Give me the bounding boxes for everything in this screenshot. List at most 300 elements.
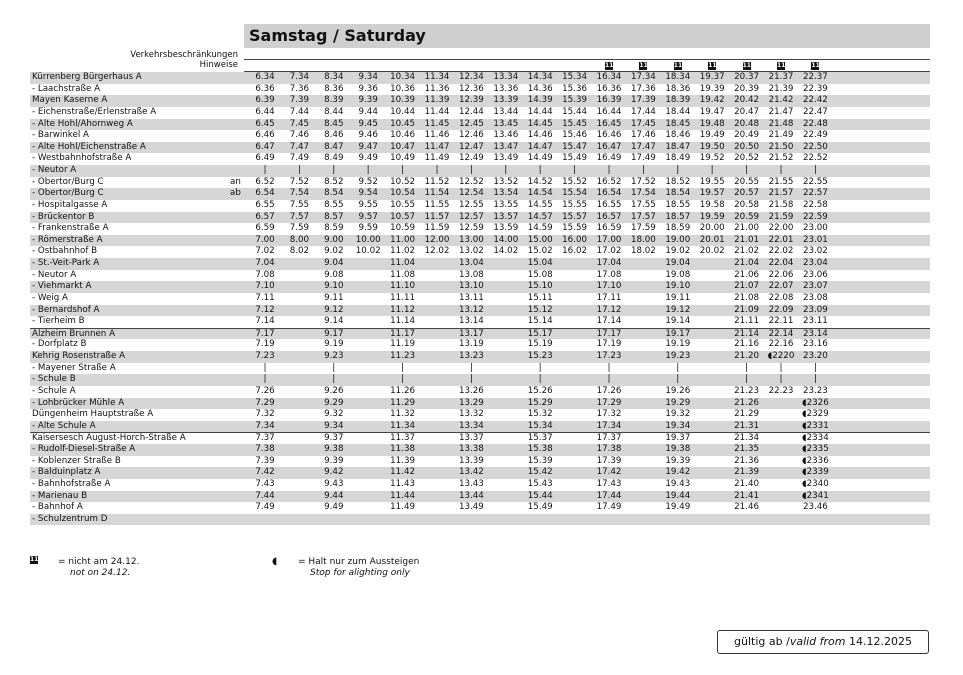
stop-name: - Balduinplatz A xyxy=(32,467,101,478)
time-cell: 9.04 xyxy=(324,258,344,268)
stop-name: - Obertor/Burg C xyxy=(32,176,104,187)
stop-name: Düngenheim Hauptstraße A xyxy=(32,409,154,420)
time-cell: 22.08 xyxy=(768,292,794,303)
time-cell: 11.39 xyxy=(424,95,450,106)
time-cell: 21.40 xyxy=(734,478,760,489)
time-cell: 13.08 xyxy=(458,269,484,280)
time-cell: 17.39 xyxy=(596,455,622,466)
time-cell: 20.37 xyxy=(734,72,760,82)
time-cell: 15.12 xyxy=(527,304,553,315)
time-cell: 22.55 xyxy=(802,176,828,187)
time-cell: 19.12 xyxy=(665,304,691,315)
time-cell: 10.44 xyxy=(390,106,416,117)
time-cell: 14.00 xyxy=(493,234,519,245)
stop-name: - Westbahnhofstraße A xyxy=(32,153,132,164)
time-cell: 14.44 xyxy=(527,106,553,117)
time-cell: | xyxy=(435,165,439,175)
time-cell: 22.04 xyxy=(768,258,794,268)
arrival-departure-flag: an xyxy=(230,176,241,187)
stop-name: Kehrig Rosenstraße A xyxy=(32,351,126,361)
time-cell: 21.02 xyxy=(734,246,760,257)
time-cell: 7.45 xyxy=(289,118,310,129)
header-rule-top xyxy=(244,59,930,60)
time-cell: | xyxy=(573,165,577,175)
time-cell: 17.36 xyxy=(630,83,656,94)
time-cell: 9.57 xyxy=(358,211,378,222)
time-cell: 15.49 xyxy=(562,153,588,164)
time-cell: 14.55 xyxy=(527,199,553,210)
time-cell: 16.02 xyxy=(562,246,588,257)
time-cell: 8.47 xyxy=(324,141,344,152)
time-cell: 19.38 xyxy=(665,444,691,454)
time-cell: 19.37 xyxy=(665,433,691,444)
time-cell: 22.47 xyxy=(802,106,828,117)
time-cell: 12.02 xyxy=(424,246,450,257)
time-cell: 17.46 xyxy=(630,130,656,141)
time-cell: 12.36 xyxy=(458,83,484,94)
time-cell: ◖2331 xyxy=(802,420,829,431)
time-cell: | xyxy=(779,165,783,175)
time-cell: | xyxy=(538,362,542,373)
time-cell: 17.04 xyxy=(596,258,622,268)
time-cell: 11.14 xyxy=(390,316,416,327)
time-cell: | xyxy=(676,374,680,385)
time-cell: 17.32 xyxy=(596,409,622,420)
time-cell: | xyxy=(813,362,817,373)
table-row xyxy=(30,502,930,514)
table-row xyxy=(30,153,930,165)
time-cell: 15.59 xyxy=(562,223,588,234)
time-cell: 14.57 xyxy=(527,211,553,222)
restriction-icon: 11 xyxy=(605,62,614,69)
table-row xyxy=(30,398,930,410)
table-row xyxy=(30,235,930,247)
time-cell: 6.46 xyxy=(255,130,275,141)
time-cell: 10.55 xyxy=(390,199,416,210)
time-cell: 12.45 xyxy=(458,118,484,129)
time-cell: 7.54 xyxy=(289,188,310,199)
time-cell: 8.44 xyxy=(324,106,344,117)
time-cell: 19.59 xyxy=(699,211,725,222)
timetable xyxy=(30,72,930,525)
time-cell: 14.36 xyxy=(527,83,553,94)
time-cell: 10.34 xyxy=(390,72,416,82)
time-cell: 9.02 xyxy=(324,246,344,257)
time-cell: 9.54 xyxy=(358,188,378,199)
time-cell: 19.37 xyxy=(699,72,725,82)
time-cell: 7.49 xyxy=(255,502,275,513)
time-cell: 11.42 xyxy=(390,467,416,478)
time-cell: 16.55 xyxy=(596,199,622,210)
time-cell: 16.49 xyxy=(596,153,622,164)
time-cell: 9.49 xyxy=(324,502,344,513)
time-cell: 18.34 xyxy=(665,72,691,82)
time-cell: | xyxy=(401,362,405,373)
time-cell: 11.52 xyxy=(424,176,450,187)
time-cell: | xyxy=(676,362,680,373)
time-cell: 19.17 xyxy=(665,328,691,339)
time-cell: 16.34 xyxy=(596,72,622,82)
time-cell: 22.02 xyxy=(768,246,794,257)
time-cell: 16.36 xyxy=(596,83,622,94)
time-cell: 10.02 xyxy=(355,246,381,257)
time-cell: 16.59 xyxy=(596,223,622,234)
time-cell: 17.02 xyxy=(596,246,622,257)
time-cell: 13.54 xyxy=(493,188,519,199)
time-cell: 6.44 xyxy=(255,106,275,117)
time-cell: | xyxy=(332,362,336,373)
time-cell: 6.45 xyxy=(255,118,275,129)
time-cell: 14.39 xyxy=(527,95,553,106)
time-cell: 23.11 xyxy=(802,316,828,327)
time-cell: 8.34 xyxy=(324,72,344,82)
time-cell: 11.59 xyxy=(424,223,450,234)
time-cell: 7.44 xyxy=(255,490,275,501)
time-cell: 9.37 xyxy=(324,433,344,444)
table-row xyxy=(30,479,930,491)
table-row xyxy=(30,432,930,444)
time-cell: 10.52 xyxy=(390,176,416,187)
time-cell: 13.55 xyxy=(493,199,519,210)
time-cell: 19.55 xyxy=(699,176,725,187)
time-cell: 7.32 xyxy=(255,409,275,420)
time-cell: 18.59 xyxy=(665,223,691,234)
time-cell: 22.42 xyxy=(802,95,828,106)
time-cell: | xyxy=(401,165,405,175)
time-cell: 17.49 xyxy=(596,502,622,513)
time-cell: 17.45 xyxy=(630,118,656,129)
time-cell: 16.57 xyxy=(596,211,622,222)
time-cell: 22.58 xyxy=(802,199,828,210)
time-cell: 7.49 xyxy=(289,153,310,164)
time-cell: 7.57 xyxy=(289,211,310,222)
table-row xyxy=(30,293,930,305)
time-cell: 20.48 xyxy=(734,118,760,129)
time-cell: 17.44 xyxy=(596,490,622,501)
time-cell: 17.57 xyxy=(630,211,656,222)
time-cell: 13.49 xyxy=(458,502,484,513)
stop-name: - St.-Veit-Park A xyxy=(32,258,100,268)
time-cell: 9.23 xyxy=(324,351,344,361)
time-cell: 7.29 xyxy=(255,397,275,408)
time-cell: 23.06 xyxy=(802,269,828,280)
time-cell: ◖2326 xyxy=(802,397,829,408)
time-cell: 14.47 xyxy=(527,141,553,152)
time-cell: 15.36 xyxy=(562,83,588,94)
time-cell: 17.14 xyxy=(596,316,622,327)
restriction-icon: 11 xyxy=(673,62,683,69)
stop-name: - Viehmarkt A xyxy=(32,281,92,292)
time-cell: 18.47 xyxy=(665,141,691,152)
table-row xyxy=(30,95,930,107)
time-cell: 20.57 xyxy=(734,188,760,199)
time-cell: 15.45 xyxy=(562,118,588,129)
time-cell: 13.17 xyxy=(458,328,484,339)
time-cell: 18.39 xyxy=(665,95,691,106)
time-cell: 17.17 xyxy=(596,328,622,339)
time-cell: 9.32 xyxy=(324,409,344,420)
time-cell: 15.47 xyxy=(562,141,588,152)
table-row xyxy=(30,212,930,224)
time-cell: | xyxy=(538,165,542,175)
time-cell: 19.04 xyxy=(665,258,691,268)
time-cell: 17.19 xyxy=(596,339,622,350)
time-cell: 9.08 xyxy=(324,269,344,280)
time-cell: 6.54 xyxy=(255,188,275,199)
time-cell: 13.04 xyxy=(458,258,484,268)
time-cell: 7.26 xyxy=(255,385,275,396)
time-cell: 13.44 xyxy=(458,490,484,501)
time-cell: 22.37 xyxy=(802,72,828,82)
restriction-icon: 11 xyxy=(708,62,717,69)
time-cell: | xyxy=(813,165,817,175)
time-cell: 21.00 xyxy=(734,223,760,234)
stop-name: - Alte Hohl/Eichenstraße A xyxy=(32,141,146,152)
time-cell: 20.49 xyxy=(734,130,760,141)
time-cell: 20.50 xyxy=(734,141,760,152)
time-cell: 21.16 xyxy=(734,339,760,350)
time-cell: 15.44 xyxy=(527,490,553,501)
restriction-icon: 11 xyxy=(777,62,786,69)
time-cell: 9.47 xyxy=(358,141,378,152)
time-cell: 14.52 xyxy=(527,176,553,187)
time-cell: 17.38 xyxy=(596,444,622,454)
table-row xyxy=(30,456,930,468)
time-cell: 21.46 xyxy=(734,502,760,513)
time-cell: 6.47 xyxy=(255,141,275,152)
time-cell: 8.54 xyxy=(324,188,344,199)
time-cell: 21.14 xyxy=(734,328,760,339)
time-cell: 19.57 xyxy=(699,188,725,199)
time-cell: 17.10 xyxy=(596,281,622,292)
time-cell: 23.16 xyxy=(802,339,828,350)
time-cell: 19.08 xyxy=(665,269,691,280)
time-cell: 14.49 xyxy=(527,153,553,164)
time-cell: 13.47 xyxy=(493,141,519,152)
time-cell: 9.10 xyxy=(324,281,344,292)
time-cell: 22.57 xyxy=(802,188,828,199)
time-cell: | xyxy=(607,374,611,385)
time-cell: 8.46 xyxy=(324,130,344,141)
time-cell: 11.04 xyxy=(390,258,416,268)
time-cell: 10.49 xyxy=(390,153,416,164)
time-cell: 15.23 xyxy=(527,351,553,361)
time-cell: 23.20 xyxy=(802,351,828,361)
time-cell: 20.02 xyxy=(699,246,725,257)
stop-name: - Laachstraße A xyxy=(32,83,101,94)
time-cell: 9.44 xyxy=(324,490,344,501)
time-cell: 15.10 xyxy=(527,281,553,292)
time-cell: 13.39 xyxy=(493,95,519,106)
time-cell: 10.00 xyxy=(355,234,381,245)
time-cell: 18.46 xyxy=(665,130,691,141)
table-row xyxy=(30,258,930,270)
time-cell: 7.38 xyxy=(255,444,275,454)
time-cell: 21.39 xyxy=(734,467,760,478)
time-cell: 23.00 xyxy=(802,223,828,234)
time-cell: 9.39 xyxy=(324,455,344,466)
table-row xyxy=(30,374,930,386)
time-cell: | xyxy=(332,165,336,175)
time-cell: | xyxy=(607,362,611,373)
time-cell: 22.14 xyxy=(768,328,794,339)
time-cell: | xyxy=(538,374,542,385)
time-cell: | xyxy=(469,362,473,373)
time-cell: 9.46 xyxy=(358,130,378,141)
time-cell: | xyxy=(779,374,783,385)
time-cell: 6.52 xyxy=(255,176,275,187)
time-cell: 19.48 xyxy=(699,118,725,129)
time-cell: 7.42 xyxy=(255,467,275,478)
time-cell: 17.47 xyxy=(630,141,656,152)
time-cell: 22.09 xyxy=(768,304,794,315)
time-cell: 20.42 xyxy=(734,95,760,106)
time-cell: 9.59 xyxy=(358,223,378,234)
time-cell: 19.52 xyxy=(699,153,725,164)
time-cell: 17.00 xyxy=(596,234,622,245)
time-cell: 10.57 xyxy=(390,211,416,222)
time-cell: 8.52 xyxy=(324,176,344,187)
time-cell: 6.49 xyxy=(255,153,275,164)
time-cell: 17.11 xyxy=(596,292,622,303)
time-cell: | xyxy=(401,374,405,385)
time-cell: 12.59 xyxy=(458,223,484,234)
time-cell: 10.54 xyxy=(390,188,416,199)
time-cell: 17.12 xyxy=(596,304,622,315)
time-cell: 9.39 xyxy=(358,95,378,106)
time-cell: 15.11 xyxy=(527,292,553,303)
time-cell: 7.08 xyxy=(255,269,275,280)
time-cell: 11.54 xyxy=(424,188,450,199)
time-cell: 19.23 xyxy=(665,351,691,361)
time-cell: 13.19 xyxy=(458,339,484,350)
time-cell: 21.49 xyxy=(768,130,794,141)
time-cell: 9.34 xyxy=(358,72,378,82)
time-cell: 6.34 xyxy=(255,72,275,82)
time-cell: 11.19 xyxy=(390,339,416,350)
time-cell: 12.44 xyxy=(458,106,484,117)
stop-name: - Schule A xyxy=(32,385,76,396)
stop-name: - Eichenstraße/Erlenstraße A xyxy=(32,106,157,117)
time-cell: 7.12 xyxy=(255,304,275,315)
time-cell: 17.23 xyxy=(596,351,622,361)
time-cell: 17.55 xyxy=(630,199,656,210)
time-cell: 11.55 xyxy=(424,199,450,210)
stop-name: - Bahnhof A xyxy=(32,502,83,513)
time-cell: 22.00 xyxy=(768,223,794,234)
table-row xyxy=(30,188,930,200)
time-cell: 19.44 xyxy=(665,490,691,501)
table-row xyxy=(30,142,930,154)
time-cell: 7.19 xyxy=(255,339,275,350)
time-cell: | xyxy=(779,362,783,373)
time-cell: 23.46 xyxy=(802,502,828,513)
time-cell: | xyxy=(297,165,301,175)
time-cell: 13.52 xyxy=(493,176,519,187)
time-cell: 22.52 xyxy=(802,153,828,164)
stop-name: - Obertor/Burg C xyxy=(32,188,104,199)
table-row xyxy=(30,351,930,363)
time-cell: 17.54 xyxy=(630,188,656,199)
stop-name: - Lohbrücker Mühle A xyxy=(32,397,125,408)
time-cell: 12.00 xyxy=(424,234,450,245)
time-cell: ◖2340 xyxy=(802,478,829,489)
legend-restricted-de: = nicht am 24.12. xyxy=(58,557,140,567)
time-cell: 15.26 xyxy=(527,385,553,396)
time-cell: 6.55 xyxy=(255,199,275,210)
time-cell: 7.47 xyxy=(289,141,310,152)
time-cell: 22.48 xyxy=(802,118,828,129)
time-cell: 22.16 xyxy=(768,339,794,350)
time-cell: 23.08 xyxy=(802,292,828,303)
time-cell: 8.59 xyxy=(324,223,344,234)
time-cell: 7.34 xyxy=(255,420,275,431)
time-cell: 6.39 xyxy=(255,95,275,106)
time-cell: 20.58 xyxy=(734,199,760,210)
time-cell: 15.29 xyxy=(527,397,553,408)
time-cell: 19.10 xyxy=(665,281,691,292)
time-cell: 13.46 xyxy=(493,130,519,141)
time-cell: | xyxy=(641,165,645,175)
restriction-icon: 11 xyxy=(30,556,39,563)
time-cell: 11.23 xyxy=(390,351,416,361)
time-cell: 14.59 xyxy=(527,223,553,234)
time-cell: 17.43 xyxy=(596,478,622,489)
header-restrictions-label: Verkehrsbeschränkungen xyxy=(130,50,238,60)
time-cell: 15.49 xyxy=(527,502,553,513)
time-cell: 15.00 xyxy=(527,234,553,245)
time-cell: 7.59 xyxy=(289,223,310,234)
time-cell: 22.06 xyxy=(768,269,794,280)
table-row xyxy=(30,514,930,526)
time-cell: 17.52 xyxy=(630,176,656,187)
time-cell: | xyxy=(366,165,370,175)
time-cell: 13.23 xyxy=(458,351,484,361)
time-cell: 10.47 xyxy=(390,141,416,152)
validity-box xyxy=(717,630,929,654)
time-cell: 17.37 xyxy=(596,433,622,444)
time-cell: 20.55 xyxy=(734,176,760,187)
time-cell: 19.42 xyxy=(665,467,691,478)
time-cell: 11.36 xyxy=(424,83,450,94)
time-cell: 13.14 xyxy=(458,316,484,327)
time-cell: 10.36 xyxy=(390,83,416,94)
time-cell: 13.45 xyxy=(493,118,519,129)
time-cell: 17.26 xyxy=(596,385,622,396)
time-cell: | xyxy=(813,374,817,385)
time-cell: 21.09 xyxy=(734,304,760,315)
stop-name: - Mayener Straße A xyxy=(32,362,116,373)
table-row xyxy=(30,339,930,351)
time-cell: 19.32 xyxy=(665,409,691,420)
time-cell: 11.38 xyxy=(390,444,416,454)
time-cell: 11.10 xyxy=(390,281,416,292)
time-cell: 14.02 xyxy=(493,246,519,257)
time-cell: | xyxy=(469,165,473,175)
time-cell: 11.39 xyxy=(390,455,416,466)
time-cell: 15.55 xyxy=(562,199,588,210)
time-cell: | xyxy=(332,374,336,385)
time-cell: 9.43 xyxy=(324,478,344,489)
time-cell: 19.29 xyxy=(665,397,691,408)
time-cell: 19.43 xyxy=(665,478,691,489)
page-title: Samstag / Saturday xyxy=(249,26,426,45)
time-cell: 9.26 xyxy=(324,385,344,396)
time-cell: 6.59 xyxy=(255,223,275,234)
stop-name: - Tierheim B xyxy=(32,316,85,327)
time-cell: 15.34 xyxy=(562,72,588,82)
time-cell: 12.55 xyxy=(458,199,484,210)
